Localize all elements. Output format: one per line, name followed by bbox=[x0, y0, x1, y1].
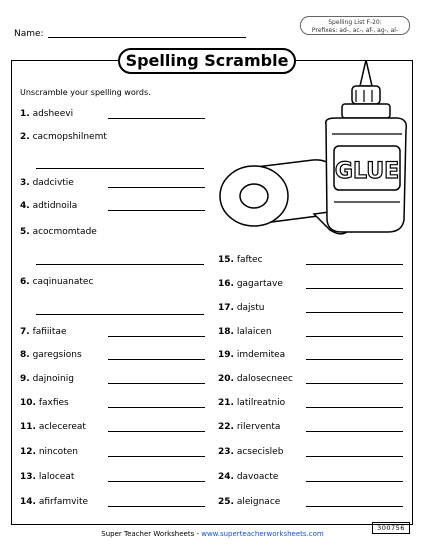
spelling-item bbox=[218, 398, 285, 408]
spelling-item bbox=[218, 447, 283, 457]
scrambled-word: imdemitea bbox=[236, 350, 286, 360]
answer-line[interactable] bbox=[36, 314, 204, 315]
spelling-item bbox=[20, 178, 74, 188]
item-number: 1. bbox=[20, 109, 30, 119]
scrambled-word: cacmopshilnemt bbox=[32, 132, 107, 142]
answer-line[interactable] bbox=[108, 359, 205, 360]
scrambled-word: acocmomtade bbox=[32, 227, 97, 237]
item-number: 25. bbox=[218, 497, 234, 507]
item-number: 23. bbox=[218, 447, 234, 457]
spelling-item bbox=[218, 350, 285, 360]
item-number: 20. bbox=[218, 374, 234, 384]
item-number: 3. bbox=[20, 178, 30, 188]
scrambled-word: fafiiitae bbox=[32, 327, 67, 337]
answer-line[interactable] bbox=[108, 187, 205, 188]
spelling-item bbox=[218, 303, 264, 313]
scrambled-word: davoacte bbox=[236, 472, 279, 482]
footer-separator: - bbox=[194, 530, 202, 538]
answer-line[interactable] bbox=[306, 407, 403, 408]
spelling-item bbox=[20, 109, 73, 119]
answer-line[interactable] bbox=[108, 481, 205, 482]
spelling-item bbox=[218, 497, 280, 507]
spelling-item bbox=[20, 374, 74, 384]
footer-brand: Super Teacher Worksheets bbox=[101, 530, 195, 538]
spelling-item bbox=[218, 327, 272, 337]
answer-line[interactable] bbox=[306, 359, 403, 360]
spelling-item bbox=[20, 350, 82, 360]
spelling-item bbox=[20, 472, 74, 482]
item-number: 16. bbox=[218, 279, 234, 289]
scrambled-word: dalosecneec bbox=[236, 374, 293, 384]
scrambled-word: adsheevi bbox=[32, 109, 74, 119]
footer-url[interactable]: www.superteacherworksheets.com bbox=[201, 530, 324, 538]
answer-line[interactable] bbox=[306, 481, 403, 482]
item-number: 11. bbox=[20, 422, 36, 432]
spelling-item bbox=[20, 398, 69, 408]
scrambled-word: acsecisleb bbox=[236, 447, 284, 457]
spelling-item bbox=[218, 472, 278, 482]
scrambled-word: aclecereat bbox=[38, 422, 86, 432]
item-number: 10. bbox=[20, 398, 36, 408]
item-number: 8. bbox=[20, 350, 30, 360]
glue-and-tape-illustration bbox=[218, 60, 413, 240]
spelling-item bbox=[20, 327, 67, 337]
scrambled-word: rilerventa bbox=[236, 422, 281, 432]
worksheet-code: 300756 bbox=[372, 522, 410, 534]
item-number: 24. bbox=[218, 472, 234, 482]
scrambled-word: lalaicen bbox=[236, 327, 272, 337]
badge-line-2: Prefixes: ad-, ac-, af-, ag-, al- bbox=[311, 27, 399, 34]
item-number: 4. bbox=[20, 201, 30, 211]
spelling-item bbox=[20, 201, 77, 211]
scrambled-word: adtidnoila bbox=[32, 201, 78, 211]
spelling-item bbox=[20, 497, 88, 507]
scrambled-word: laloceat bbox=[38, 472, 75, 482]
answer-line[interactable] bbox=[108, 118, 205, 119]
answer-line[interactable] bbox=[306, 431, 403, 432]
footer bbox=[0, 530, 425, 538]
spelling-item bbox=[218, 422, 280, 432]
spelling-item bbox=[218, 279, 283, 289]
scrambled-word: faftec bbox=[236, 255, 263, 265]
item-number: 17. bbox=[218, 303, 234, 313]
answer-line[interactable] bbox=[36, 168, 204, 169]
spelling-item bbox=[20, 227, 97, 237]
scrambled-word: caqinuanatec bbox=[32, 277, 94, 287]
scrambled-word: dadcivtie bbox=[32, 178, 74, 188]
name-label: Name: bbox=[14, 29, 44, 39]
item-number: 12. bbox=[20, 447, 36, 457]
answer-line[interactable] bbox=[306, 383, 403, 384]
badge-line-1: Spelling List F-20: bbox=[328, 19, 382, 26]
scrambled-word: latilreatnio bbox=[236, 398, 286, 408]
spelling-item bbox=[20, 132, 107, 142]
page-title: Spelling Scramble bbox=[118, 48, 296, 74]
answer-line[interactable] bbox=[108, 407, 205, 408]
spelling-item bbox=[20, 277, 93, 287]
item-number: 18. bbox=[218, 327, 234, 337]
answer-line[interactable] bbox=[306, 288, 403, 289]
item-number: 5. bbox=[20, 227, 30, 237]
glue-label: GLUE bbox=[334, 159, 400, 184]
name-line[interactable] bbox=[48, 37, 246, 38]
item-number: 6. bbox=[20, 277, 30, 287]
answer-line[interactable] bbox=[306, 264, 403, 265]
scrambled-word: aleignace bbox=[236, 497, 281, 507]
spelling-item bbox=[218, 255, 263, 265]
scrambled-word: nincoten bbox=[38, 447, 78, 457]
answer-line[interactable] bbox=[36, 264, 204, 265]
item-number: 22. bbox=[218, 422, 234, 432]
scrambled-word: afirfamvite bbox=[38, 497, 89, 507]
item-number: 15. bbox=[218, 255, 234, 265]
spelling-item bbox=[20, 447, 78, 457]
scrambled-word: gagartave bbox=[236, 279, 283, 289]
item-number: 14. bbox=[20, 497, 36, 507]
instructions: Unscramble your spelling words. bbox=[20, 88, 151, 97]
scrambled-word: garegsions bbox=[32, 350, 82, 360]
answer-line[interactable] bbox=[108, 431, 205, 432]
scrambled-word: faxfies bbox=[38, 398, 69, 408]
item-number: 2. bbox=[20, 132, 30, 142]
answer-line[interactable] bbox=[306, 506, 403, 507]
item-number: 7. bbox=[20, 327, 30, 337]
answer-line[interactable] bbox=[108, 336, 205, 337]
scrambled-word: dajnoinig bbox=[32, 374, 74, 384]
answer-line[interactable] bbox=[108, 210, 205, 211]
item-number: 21. bbox=[218, 398, 234, 408]
answer-line[interactable] bbox=[108, 456, 205, 457]
item-number: 13. bbox=[20, 472, 36, 482]
item-number: 9. bbox=[20, 374, 30, 384]
answer-line[interactable] bbox=[108, 383, 205, 384]
spelling-item bbox=[20, 422, 86, 432]
spelling-item bbox=[218, 374, 293, 384]
answer-line[interactable] bbox=[306, 336, 403, 337]
answer-line[interactable] bbox=[306, 456, 403, 457]
item-number: 19. bbox=[218, 350, 234, 360]
answer-line[interactable] bbox=[108, 506, 205, 507]
answer-line[interactable] bbox=[306, 312, 403, 313]
scrambled-word: dajstu bbox=[236, 303, 265, 313]
spelling-list-badge bbox=[300, 16, 410, 35]
